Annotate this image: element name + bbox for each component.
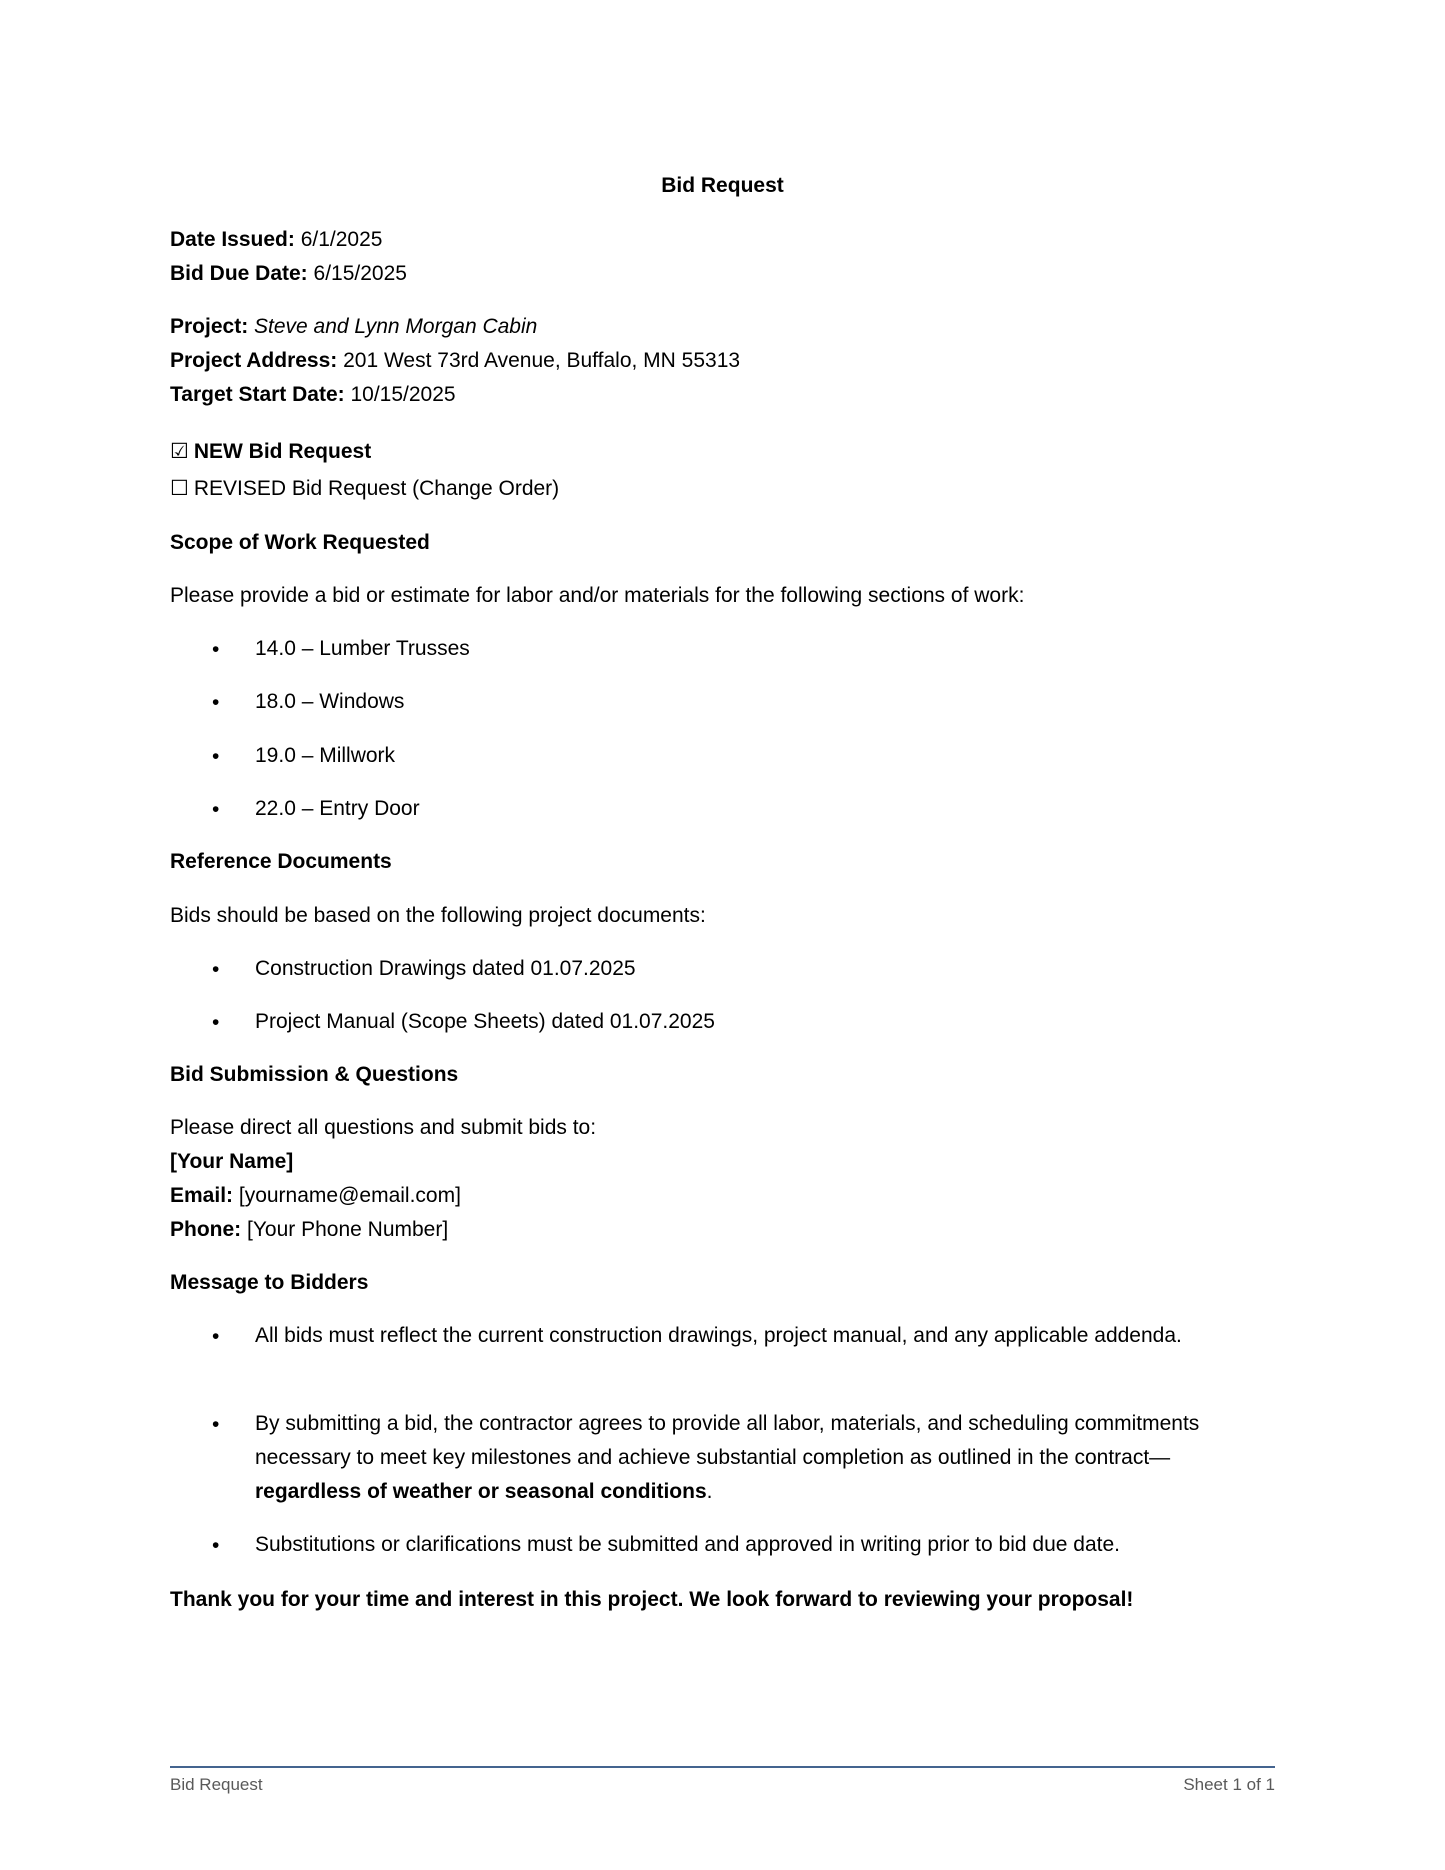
project-line [170,314,537,340]
target-start-value: 10/15/2025 [344,383,456,406]
revised-bid-request-option[interactable] [170,476,559,502]
message-item-end: . [706,1480,713,1503]
references-intro: Bids should be based on the following project documents: [170,904,706,927]
message-item-text: By submitting a bid, the contractor agrees to provide all labor, materials, and scheduling commitments necessary to meet key milestones and achieve substantial completion as outlined in the contract— [255,1412,1200,1469]
new-bid-request-label: NEW Bid Request [193,440,372,463]
submission-heading: Bid Submission & Questions [170,1063,459,1086]
message-item: All bids must reflect the current construction drawings, project manual, and any applicable addenda. [255,1324,1182,1347]
phone-label: Phone: [170,1218,242,1241]
bullet-icon: • [212,1325,220,1348]
project-label: Project: [170,315,249,338]
message-heading: Message to Bidders [170,1271,369,1294]
email-value: [yourname@email.com] [233,1184,461,1207]
reference-item: Project Manual (Scope Sheets) dated 01.07.2025 [255,1010,715,1033]
date-issued-line [170,227,382,253]
scope-item: 18.0 – Windows [255,690,405,713]
contact-name: [Your Name] [170,1150,294,1173]
bullet-icon: • [212,638,220,661]
checkbox-checked-icon[interactable]: ☑ [170,440,189,463]
reference-item: Construction Drawings dated 01.07.2025 [255,957,636,980]
bullet-icon: • [212,958,220,981]
project-address-line [170,348,740,374]
target-start-label: Target Start Date: [170,383,345,406]
date-issued-value: 6/1/2025 [294,228,383,251]
scope-heading: Scope of Work Requested [170,531,430,554]
footer-page-number: Sheet 1 of 1 [1183,1775,1275,1794]
closing-statement: Thank you for your time and interest in this project. We look forward to reviewing your proposal! [170,1588,1134,1611]
bullet-icon: • [212,1413,220,1436]
footer-document-name: Bid Request [170,1775,263,1794]
bullet-icon: • [212,745,220,768]
scope-item: 14.0 – Lumber Trusses [255,637,470,660]
scope-item: 22.0 – Entry Door [255,797,420,820]
scope-intro: Please provide a bid or estimate for labor and/or materials for the following sections of work: [170,584,1025,607]
phone-value: [Your Phone Number] [241,1218,449,1241]
bullet-icon: • [212,1011,220,1034]
new-bid-request-option[interactable] [170,439,371,465]
bullet-icon: • [212,1534,220,1557]
email-label: Email: [170,1184,234,1207]
page-title: Bid Request [661,174,784,197]
date-issued-label: Date Issued: [170,228,295,251]
references-heading: Reference Documents [170,850,392,873]
bid-due-label: Bid Due Date: [170,262,308,285]
project-address-label: Project Address: [170,349,338,372]
revised-bid-request-label: REVISED Bid Request (Change Order) [193,477,560,500]
footer-divider [170,1766,1275,1768]
submission-intro: Please direct all questions and submit bids to: [170,1116,597,1139]
project-name: Steve and Lynn Morgan Cabin [248,315,538,338]
bid-due-value: 6/15/2025 [307,262,407,285]
contact-phone-line [170,1217,448,1243]
bid-due-line [170,261,407,287]
message-item [255,1407,1275,1509]
project-address-value: 201 West 73rd Avenue, Buffalo, MN 55313 [337,349,741,372]
checkbox-unchecked-icon[interactable]: ☐ [170,477,189,500]
bullet-icon: • [212,798,220,821]
message-item: Substitutions or clarifications must be submitted and approved in writing prior to bid due date. [255,1533,1120,1556]
bullet-icon: • [212,691,220,714]
scope-item: 19.0 – Millwork [255,744,396,767]
message-item-emphasis: regardless of weather or seasonal conditions [255,1480,707,1503]
contact-email-line [170,1183,461,1209]
target-start-line [170,382,456,408]
